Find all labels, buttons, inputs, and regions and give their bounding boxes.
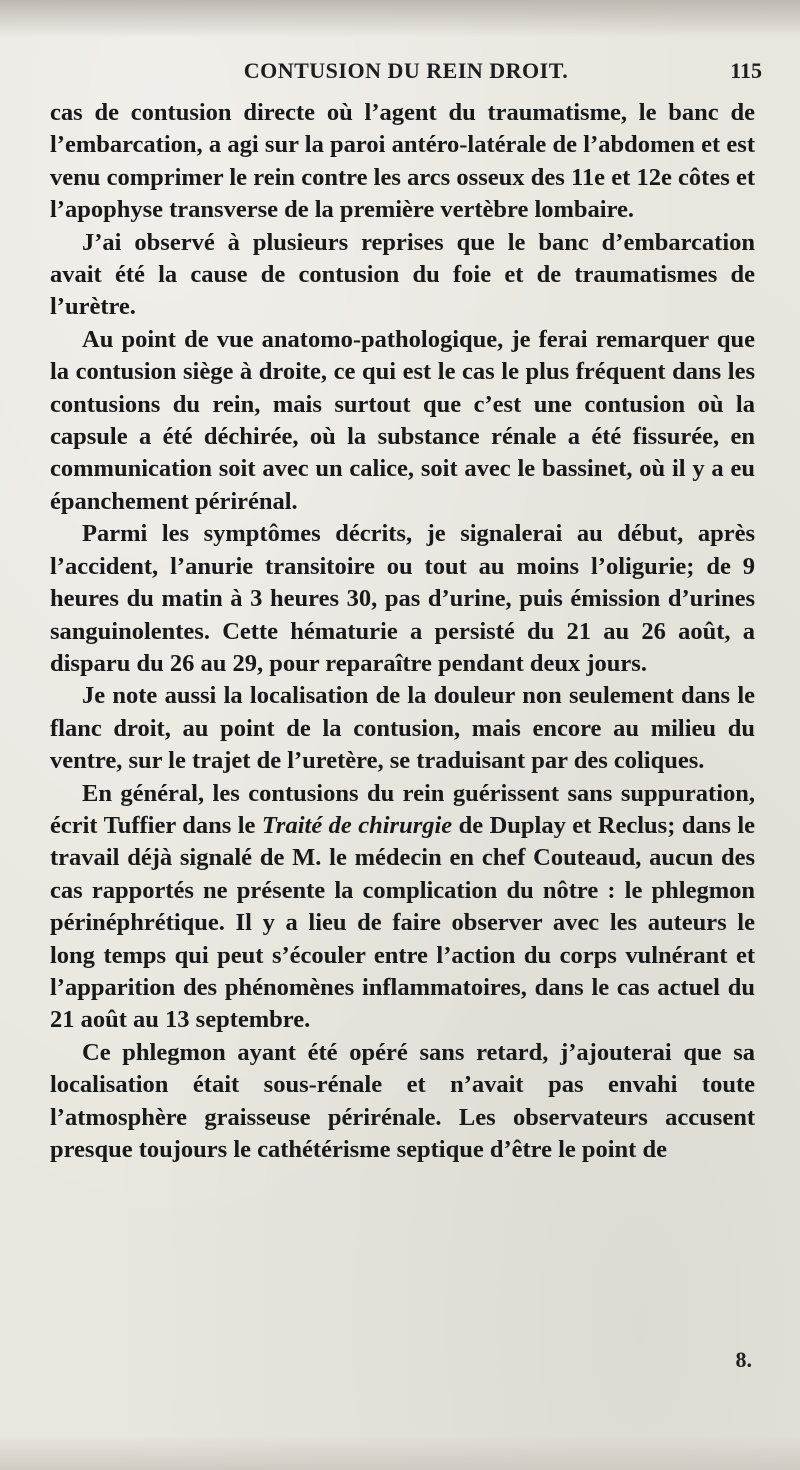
paragraph-text: J’ai observé à plusieurs reprises que le banc d’embarcation avait été la cause de contusion du foie et de traumatismes de l’urètre. (50, 228, 755, 321)
paragraph-text: Ce phlegmon ayant été opéré sans retard, j’ajouterai que sa localisation était sous-rénale et n’avait pas envahi toute l’atmosphère graisseuse périrénale. Les observateurs accusent presque toujours le cathétérisme septique d’être le point de (50, 1038, 755, 1163)
paragraph-text: de Duplay et Reclus; dans le travail déjà signalé de M. le médecin en chef Couteaud, aucun des cas rapportés ne présente la complication du nôtre : le phlegmon périnéphrétique. Il y a lieu de faire observer avec les auteurs le long temps qui peut s’écouler entre l’action du corps vulnérant et l’apparition des phénomènes inflammatoires, dans le cas actuel du 21 août au 13 septembre. (50, 811, 755, 1034)
paragraph (50, 518, 755, 680)
running-title: CONTUSION DU REIN DROIT. (243, 58, 569, 83)
paragraph-text: En général, les contusions du rein guérissent sans suppuration, écrit Tuffier dans le (50, 779, 755, 839)
page-number: 115 (730, 58, 762, 83)
paragraph-text: Au point de vue anatomo-pathologique, je ferai remarquer que la contusion siège à droite, ce qui est le cas le plus fréquent dans les contusions du rein, mais surtout que c’est une contusion où la capsule a été déchirée, où la substance rénale a été fissurée, en communication soit avec un calice, soit avec le bassinet, où il y a eu épanchement périrénal. (50, 325, 755, 515)
paragraph (50, 1037, 755, 1167)
body-text (50, 97, 755, 1166)
page-bottom-shadow (0, 1436, 800, 1470)
paragraph (50, 97, 755, 227)
paragraph (50, 778, 755, 1037)
paragraph-text: Parmi les symptômes décrits, je signalerai au début, après l’accident, l’anurie transitoire ou tout au moins l’oligurie; de 9 heures du matin à 3 heures 30, pas d’urine, puis émission d’urines sanguinolentes. Cette hématurie a persisté du 21 au 26 août, a disparu du 26 au 29, pour reparaître pendant deux jours. (50, 520, 755, 677)
paragraph (50, 227, 755, 324)
page-header (50, 58, 762, 88)
paragraph (50, 324, 755, 518)
paragraph-text: Je note aussi la localisation de la douleur non seulement dans le flanc droit, au point de la contusion, mais encore au milieu du ventre, sur le trajet de l’uretère, se traduisant par des coliques. (50, 682, 755, 775)
italic-title: Traité de chirurgie (261, 811, 453, 839)
paragraph-text: cas de contusion directe où l’agent du traumatisme, le banc de l’embarcation, a agi sur la paroi antéro-latérale de l’abdomen et est venu comprimer le rein contre les arcs osseux des 11e et 12e côtes et l’apophyse transverse de la première vertèbre lombaire. (50, 99, 755, 224)
signature-mark: 8. (735, 1347, 752, 1372)
paragraph (50, 680, 755, 777)
page-top-shadow (0, 0, 800, 38)
